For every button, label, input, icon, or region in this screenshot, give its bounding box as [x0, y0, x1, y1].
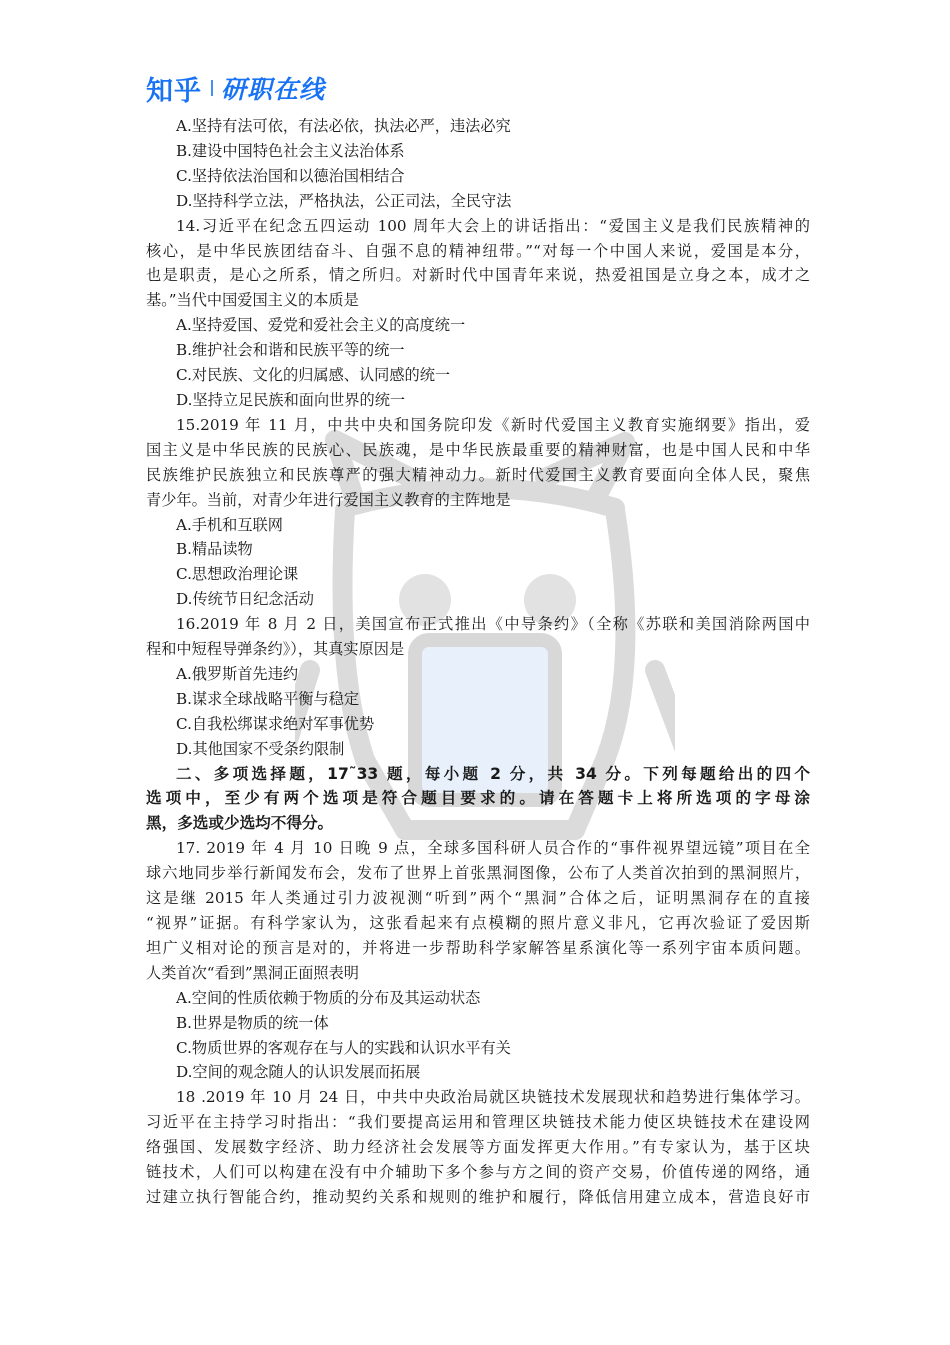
answer-option: D.其他国家不受条约限制: [176, 739, 345, 758]
answer-option: A.空间的性质依赖于物质的分布及其运动状态: [176, 988, 481, 1007]
answer-option: C.自我松绑谋求绝对军事优势: [176, 714, 375, 733]
question-line: 16.2019 年 8 月 2 日，美国宣布正式推出《中导条约》（全称《苏联和美国消除两国中: [176, 615, 810, 634]
answer-option: B.维护社会和谐和民族平等的统一: [176, 341, 405, 360]
text-line: 习近平在主持学习时指出：“我们要提高运用和管理区块链技术能力使区块链技术在建设网: [146, 1113, 810, 1132]
answer-option: C.思想政治理论课: [176, 565, 299, 584]
answer-option: D.坚持立足民族和面向世界的统一: [176, 390, 406, 409]
document-body: [146, 114, 810, 1210]
question-line: 二、多项选择题，17˜33 题，每小题 2 分，共 34 分。下列每题给出的四个: [176, 764, 810, 783]
answer-option: A.坚持有法可依，有法必依，执法必严，违法必究: [176, 117, 511, 135]
text-line: 这是继 2015 年人类通过引力波视测“听到”两个“黑洞”合体之后，证明黑洞存在的直接: [146, 889, 810, 908]
text-line: 黑，多选或少选均不得分。: [146, 814, 334, 833]
yanzhi-logo: 研职在线: [221, 75, 326, 104]
question-line: 18 .2019 年 10 月 24 日，中共中央政治局就区块链技术发展现状和趋势进行集体学习。: [176, 1088, 810, 1107]
answer-option: D.空间的观念随人的认识发展而拓展: [176, 1063, 421, 1082]
answer-option: A.俄罗斯首先违约: [176, 664, 299, 683]
answer-option: B.建设中国特色社会主义法治体系: [176, 141, 405, 160]
answer-option: C.物质世界的客观存在与人的实践和认识水平有关: [176, 1038, 511, 1057]
answer-option: A.手机和互联网: [176, 515, 283, 534]
text-line: 基。”当代中国爱国主义的本质是: [146, 291, 359, 310]
question-line: 14.习近平在纪念五四运动 100 周年大会上的讲话指出：“爱国主义是我们民族精神的: [176, 216, 810, 235]
text-line: “视界”证据。有科学家认为，这张看起来有点模糊的照片意义非凡，它再次验证了爱因斯: [146, 914, 810, 932]
text-line: 球六地同步举行新闻发布会，发布了世界上首张黑洞图像，公布了人类首次拍到的黑洞照片，: [146, 864, 810, 883]
text-line: 坦广义相对论的预言是对的，并将进一步帮助科学家解答星系演化等一系列宇宙本质问题。: [146, 938, 810, 957]
text-line: 选项中，至少有两个选项是符合题目要求的。请在答题卡上将所选项的字母涂: [146, 789, 810, 808]
text-line: 民族维护民族独立和民族尊严的强大精神动力。新时代爱国主义教育要面向全体人民，聚焦: [146, 465, 810, 484]
answer-option: D.传统节日纪念活动: [176, 590, 314, 609]
text-line: 程和中短程导弹条约》），其真实原因是: [146, 640, 405, 659]
question-line: 17. 2019 年 4 月 10 日晚 9 点，全球多国科研人员合作的“事件视界望远镜”项目在全: [176, 839, 810, 858]
text-line: 也是职责，是心之所系，情之所归。对新时代中国青年来说，热爱祖国是立身之本，成才之: [146, 266, 810, 285]
answer-option: B.谋求全球战略平衡与稳定: [176, 689, 360, 708]
page-header: [146, 72, 326, 107]
text-line: 国主义是中华民族的民族心、民族魂，是中华民族最重要的精神财富，也是中国人民和中华: [146, 440, 810, 459]
text-line: 过建立执行智能合约，推动契约关系和规则的维护和履行，降低信用建立成本，营造良好市: [146, 1187, 810, 1206]
answer-option: A.坚持爱国、爱党和爱社会主义的高度统一: [176, 316, 466, 335]
logo-divider: [211, 80, 213, 96]
answer-option: C.对民族、文化的归属感、认同感的统一: [176, 366, 451, 385]
text-line: 络强国、发展数字经济、助力经济社会发展等方面发挥更大作用。”有专家认为，基于区块: [146, 1138, 810, 1157]
text-line: 人类首次“看到”黑洞正面照表明: [146, 963, 359, 982]
text-line: 青少年。当前，对青少年进行爱国主义教育的主阵地是: [146, 490, 511, 509]
answer-option: C.坚持依法治国和以德治国相结合: [176, 166, 405, 185]
answer-option: B.世界是物质的统一体: [176, 1013, 329, 1032]
answer-option: B.精品读物: [176, 540, 253, 559]
text-line: 核心，是中华民族团结奋斗、自强不息的精神纽带。”“对每一个中国人来说，爱国是本分，: [146, 241, 810, 260]
zhihu-logo: 知乎: [146, 75, 202, 107]
answer-option: D.坚持科学立法，严格执法，公正司法，全民守法: [176, 191, 512, 210]
question-line: 15.2019 年 11 月，中共中央和国务院印发《新时代爱国主义教育实施纲要》指出，爱: [176, 415, 810, 434]
text-line: 链技术，人们可以构建在没有中介辅助下多个参与方之间的资产交易，价值传递的网络，通: [146, 1163, 810, 1182]
